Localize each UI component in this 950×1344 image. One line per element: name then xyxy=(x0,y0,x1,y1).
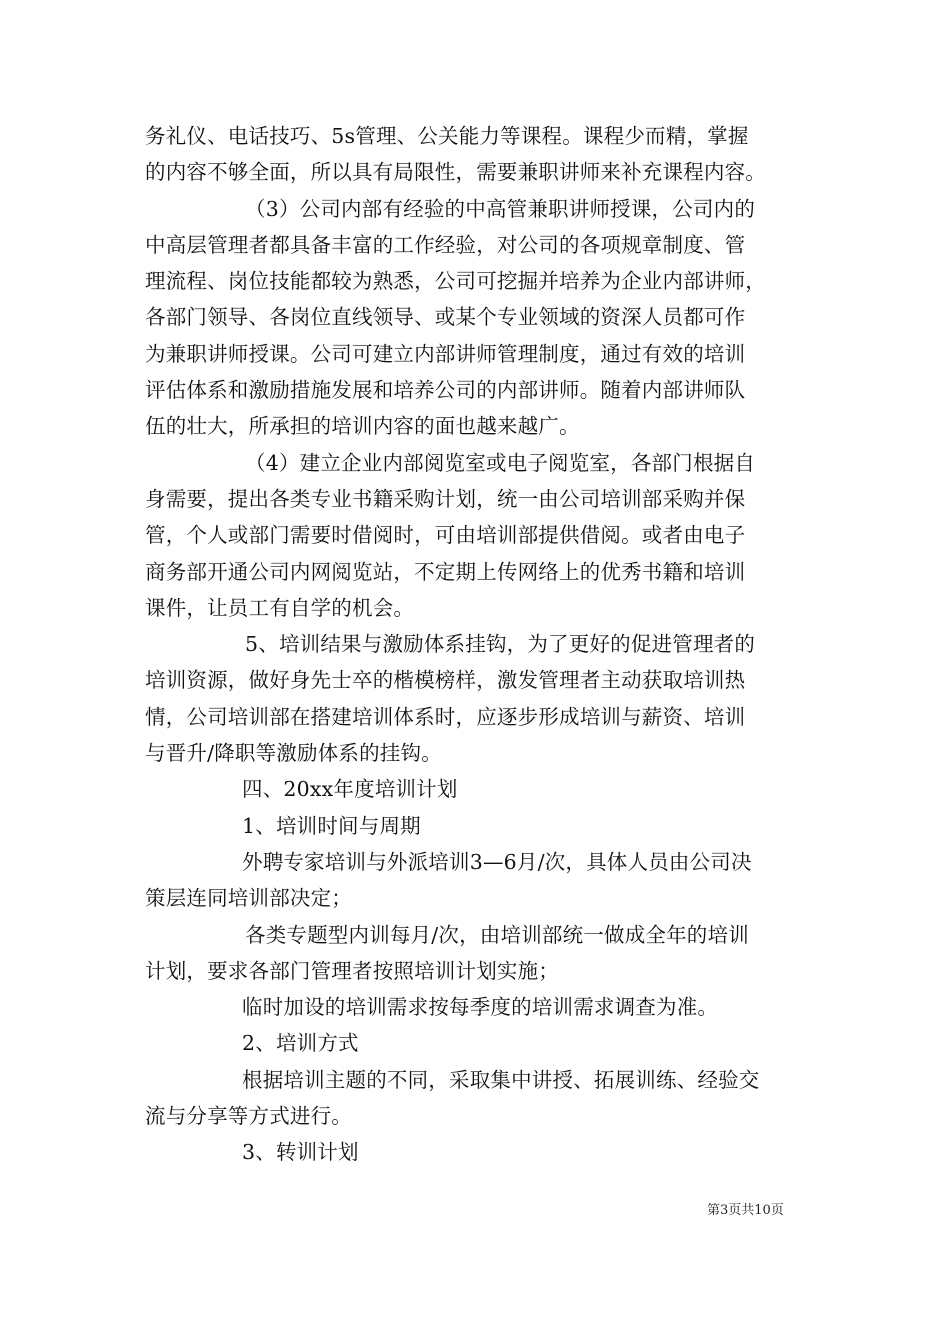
text-line: 各部门领导、各岗位直线领导、或某个专业领域的资深人员都可作 xyxy=(145,305,746,330)
subsection-heading: 2、培训方式 xyxy=(242,1031,359,1056)
text-line: 中高层管理者都具备丰富的工作经验，对公司的各项规章制度、管 xyxy=(145,232,746,257)
text-line: 伍的壮大，所承担的培训内容的面也越来越广。 xyxy=(145,414,580,439)
text-line: 培训资源，做好身先士卒的楷模榜样，激发管理者主动获取培训热 xyxy=(145,668,746,693)
text-line: 与晋升/降职等激励体系的挂钩。 xyxy=(145,741,442,766)
page-number-footer: 第3页共10页 xyxy=(707,1203,784,1218)
subsection-heading: 3、转训计划 xyxy=(242,1140,359,1165)
paragraph-start-line: 各类专题型内训每月/次，由培训部统一做成全年的培训 xyxy=(245,922,749,947)
text-line: 评估体系和激励措施发展和培养公司的内部讲师。随着内部讲师队 xyxy=(145,378,746,403)
text-line: 为兼职讲师授课。公司可建立内部讲师管理制度，通过有效的培训 xyxy=(145,341,746,366)
subsection-heading: 1、培训时间与周期 xyxy=(242,813,421,838)
text-line: 的内容不够全面，所以具有局限性，需要兼职讲师来补充课程内容。 xyxy=(145,160,766,185)
paragraph-start-line: 临时加设的培训需求按每季度的培训需求调查为准。 xyxy=(242,995,719,1020)
text-line: 流与分享等方式进行。 xyxy=(145,1104,352,1129)
text-line: 策层连同培训部决定； xyxy=(145,886,352,911)
text-line: 务礼仪、电话技巧、5s管理、公关能力等课程。课程少而精，掌握 xyxy=(145,124,749,148)
paragraph-start-line: 外聘专家培训与外派培训3—6月/次，具体人员由公司决 xyxy=(242,849,752,874)
text-line: 商务部开通公司内网阅览站，不定期上传网络上的优秀书籍和培训 xyxy=(145,559,746,584)
text-line: 身需要，提出各类专业书籍采购计划，统一由公司培训部采购并保 xyxy=(145,486,746,511)
paragraph-start-line: （4）建立企业内部阅览室或电子阅览室，各部门根据自 xyxy=(245,450,756,475)
text-line: 计划，要求各部门管理者按照培训计划实施； xyxy=(145,958,559,983)
text-line: 理流程、岗位技能都较为熟悉，公司可挖掘并培养为企业内部讲师， xyxy=(145,269,766,294)
text-line: 课件，让员工有自学的机会。 xyxy=(145,595,415,620)
text-line: 情，公司培训部在搭建培训体系时，应逐步形成培训与薪资、培训 xyxy=(145,704,746,729)
paragraph-start-line: 5、培训结果与激励体系挂钩，为了更好的促进管理者的 xyxy=(245,632,756,657)
section-heading: 四、20xx年度培训计划 xyxy=(242,777,458,802)
paragraph-start-line: 根据培训主题的不同，采取集中讲授、拓展训练、经验交 xyxy=(242,1067,760,1092)
paragraph-start-line: （3）公司内部有经验的中高管兼职讲师授课，公司内的 xyxy=(245,196,756,221)
body-text xyxy=(145,118,815,1171)
text-line: 管，个人或部门需要时借阅时，可由培训部提供借阅。或者由电子 xyxy=(145,523,746,548)
